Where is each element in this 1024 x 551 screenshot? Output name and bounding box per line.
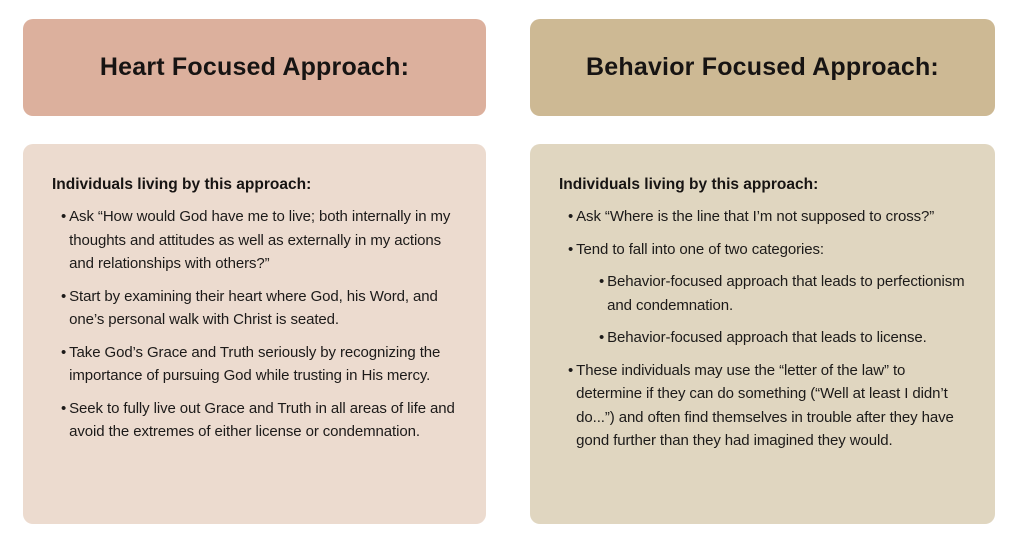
behavior-bullet-list xyxy=(568,205,971,453)
bullet-text: These individuals may use the “letter of the law” to determine if they can do something (“Well at least I didn’t do...”) and often find themselves in trouble after they have gond further than they had imagined they would. xyxy=(576,361,954,449)
bullet-text: Ask “Where is the line that I’m not supposed to cross?” xyxy=(576,208,935,225)
heart-bullet-list xyxy=(61,205,462,444)
bullet-icon: • xyxy=(61,399,67,417)
behavior-body-card xyxy=(530,144,995,524)
bullet-icon: • xyxy=(61,208,67,225)
bullet-icon: • xyxy=(568,361,574,379)
bullet-text: Start by examining their heart where God, his Word, and one’s personal walk with Christ is seated. xyxy=(69,287,438,328)
list-item-sub xyxy=(599,270,971,317)
bullet-icon: • xyxy=(61,343,67,361)
bullet-text: Behavior-focused approach that leads to license. xyxy=(607,329,927,346)
list-item xyxy=(61,397,462,444)
heart-body-card xyxy=(23,144,486,524)
list-item xyxy=(568,359,971,453)
list-item xyxy=(568,238,971,262)
bullet-text: Seek to fully live out Grace and Truth in all areas of life and avoid the extremes of either license or condemnation. xyxy=(69,399,455,440)
bullet-text: Ask “How would God have me to live; both internally in my thoughts and attitudes as well as externally in my actions and relationships with others?” xyxy=(69,208,451,272)
bullet-icon: • xyxy=(599,329,605,346)
behavior-body-heading: Individuals living by this approach: xyxy=(559,176,819,193)
heart-body-heading: Individuals living by this approach: xyxy=(52,176,312,193)
behavior-title: Behavior Focused Approach: xyxy=(586,53,939,81)
behavior-header-card xyxy=(530,19,995,116)
list-item xyxy=(61,285,462,332)
heart-title: Heart Focused Approach: xyxy=(99,53,410,81)
list-item xyxy=(61,341,462,388)
list-item-sub xyxy=(599,326,971,350)
list-item xyxy=(568,205,971,229)
list-item xyxy=(61,205,462,276)
bullet-icon: • xyxy=(568,240,574,258)
bullet-text: Take God’s Grace and Truth seriously by recognizing the importance of pursuing God while trusting in His mercy. xyxy=(69,343,441,384)
bullet-text: Tend to fall into one of two categories: xyxy=(576,240,824,258)
bullet-icon: • xyxy=(599,273,605,290)
bullet-text: Behavior-focused approach that leads to perfectionism and condemnation. xyxy=(607,273,965,314)
heart-header-card xyxy=(23,19,486,116)
bullet-icon: • xyxy=(61,287,67,305)
bullet-icon: • xyxy=(568,208,574,225)
